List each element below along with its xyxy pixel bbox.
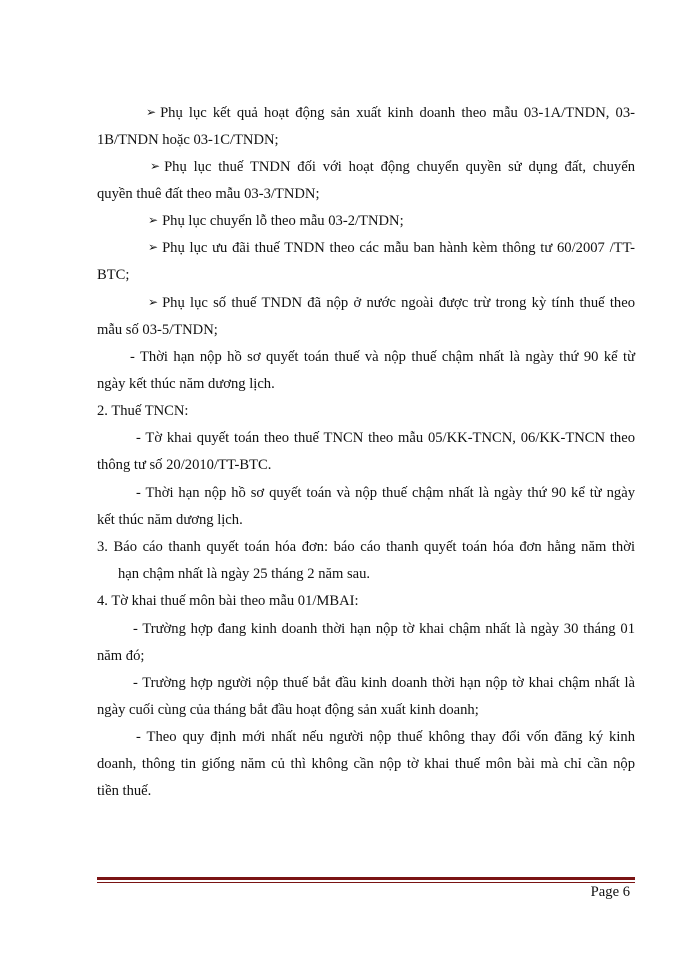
text-line: ➢ Phụ lục kết quả hoạt động sản xuất kinh doanh theo mẫu 03-1A/TNDN, 03- xyxy=(146,105,635,121)
text-line: - Thời hạn nộp hồ sơ quyết toán thuế và nộp thuế chậm nhất là ngày thứ 90 kể từ xyxy=(130,349,635,365)
text-line: ngày kết thúc năm dương lịch. xyxy=(97,376,275,392)
text-line: doanh, thông tin giống năm củ thì không cần nộp tờ khai thuế môn bài mà chỉ cần nộp xyxy=(97,756,635,772)
text-line: năm đó; xyxy=(97,648,145,664)
section-heading: 2. Thuế TNCN: xyxy=(97,403,189,419)
arrow-bullet-icon: ➢ xyxy=(148,295,159,309)
arrow-bullet-icon: ➢ xyxy=(148,240,159,254)
text-line: tiền thuế. xyxy=(97,783,152,799)
section-heading: 4. Tờ khai thuế môn bài theo mẫu 01/MBAI: xyxy=(97,593,359,609)
text-line: - Tờ khai quyết toán theo thuế TNCN theo mẫu 05/KK-TNCN, 06/KK-TNCN theo xyxy=(136,430,635,446)
text-line: ngày cuối cùng của tháng bắt đầu hoạt động sản xuất kinh doanh; xyxy=(97,702,479,718)
text-line: - Theo quy định mới nhất nếu người nộp thuế không thay đổi vốn đăng ký kinh xyxy=(136,729,635,745)
arrow-bullet-icon: ➢ xyxy=(148,213,159,227)
text-line: ➢ Phụ lục thuế TNDN đối với hoạt động chuyển quyền sử dụng đất, chuyển xyxy=(150,159,635,175)
section-heading: 3. Báo cáo thanh quyết toán hóa đơn: báo cáo thanh quyết toán hóa đơn hằng năm thời xyxy=(97,539,635,555)
text-line: ➢ Phụ lục ưu đãi thuế TNDN theo các mẫu ban hành kèm thông tư 60/2007 /TT- xyxy=(148,240,635,256)
footer-rule-thick xyxy=(97,877,635,880)
text-line: 1B/TNDN hoặc 03-1C/TNDN; xyxy=(97,132,279,148)
text-line: kết thúc năm dương lịch. xyxy=(97,512,243,528)
text-line: - Thời hạn nộp hồ sơ quyết toán và nộp thuế chậm nhất là ngày thứ 90 kể từ ngày xyxy=(136,485,635,501)
text-line: hạn chậm nhất là ngày 25 tháng 2 năm sau. xyxy=(118,566,371,582)
text-line: ➢ Phụ lục số thuế TNDN đã nộp ở nước ngoài được trừ trong kỳ tính thuế theo xyxy=(148,295,635,311)
text-line: mẫu số 03-5/TNDN; xyxy=(97,322,218,338)
footer-rule-thin xyxy=(97,882,635,883)
text-line: quyền thuê đất theo mẫu 03-3/TNDN; xyxy=(97,186,320,202)
arrow-bullet-icon: ➢ xyxy=(146,105,157,119)
text-line: - Trường hợp đang kinh doanh thời hạn nộp tờ khai chậm nhất là ngày 30 tháng 01 xyxy=(133,621,635,637)
text-line: ➢ Phụ lục chuyển lỗ theo mẫu 03-2/TNDN; xyxy=(148,213,404,229)
text-line: BTC; xyxy=(97,267,130,283)
text-line: - Trường hợp người nộp thuế bắt đầu kinh doanh thời hạn nộp tờ khai chậm nhất là xyxy=(133,675,635,691)
arrow-bullet-icon: ➢ xyxy=(150,159,161,173)
page-number: Page 6 xyxy=(590,884,630,900)
text-line: thông tư số 20/2010/TT-BTC. xyxy=(97,457,272,473)
